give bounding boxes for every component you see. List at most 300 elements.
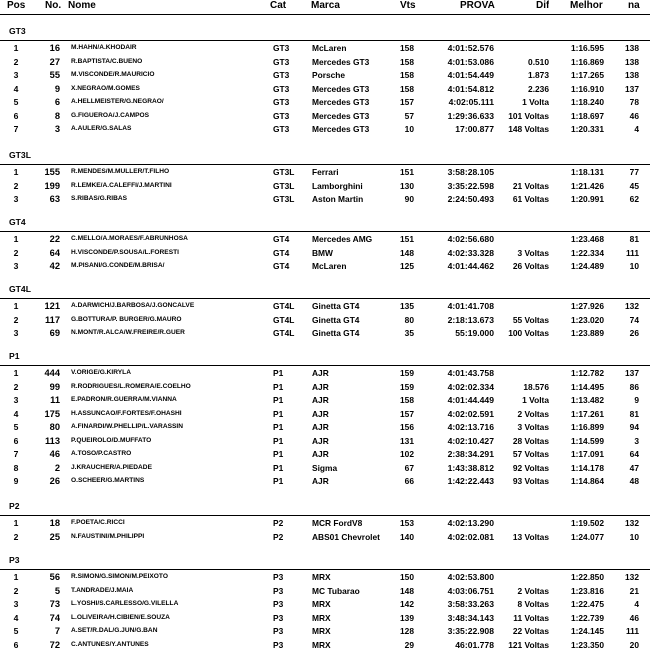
table-row	[0, 572, 650, 585]
cell-na: 4	[634, 124, 639, 134]
cell-dif: 22 Voltas	[512, 626, 549, 636]
cell-prova: 3:58:33.263	[447, 599, 494, 609]
cell-na: 94	[629, 422, 639, 432]
cell-prova: 3:35:22.598	[447, 180, 494, 191]
cell-prova: 4:01:43.758	[447, 368, 494, 378]
cell-marca: Ginetta GT4	[312, 328, 360, 338]
cell-vts: 125	[400, 261, 414, 271]
cell-vts: 148	[400, 585, 414, 596]
cell-no: 16	[49, 43, 60, 53]
cell-prova: 4:03:06.751	[447, 585, 494, 596]
cell-na: 3	[634, 435, 639, 446]
cell-dif: 21 Voltas	[512, 180, 549, 191]
cell-name: A.FINARDI/W.PHELLIP/L.VARASSIN	[71, 423, 183, 430]
cell-pos: 1	[13, 43, 19, 53]
cell-no: 11	[50, 395, 60, 405]
table-row	[0, 409, 650, 422]
cell-vts: 153	[400, 518, 414, 528]
section-title: P3	[9, 555, 20, 565]
cell-cat: P1	[273, 368, 284, 378]
cell-pos: 5	[13, 422, 19, 432]
cell-cat: GT4	[273, 247, 290, 258]
cell-vts: 158	[400, 56, 414, 67]
cell-no: 2	[54, 462, 60, 473]
cell-no: 69	[49, 328, 60, 338]
section-title: GT3	[9, 26, 26, 36]
cell-no: 74	[49, 612, 60, 623]
cell-pos: 1	[13, 234, 19, 244]
cell-dif: 28 Voltas	[512, 435, 549, 446]
cell-vts: 131	[400, 435, 414, 446]
cell-pos: 6	[13, 639, 19, 650]
cell-pos: 1	[13, 518, 19, 528]
cell-prova: 4:02:33.328	[447, 247, 494, 258]
cell-name: N.FAUSTINI/M.PHILIPPI	[71, 532, 145, 540]
cell-marca: AJR	[312, 449, 329, 459]
cell-dif: 26 Voltas	[512, 261, 549, 271]
cell-vts: 90	[404, 194, 414, 204]
cell-melhor: 1:19.502	[570, 518, 604, 528]
cell-pos: 4	[13, 408, 19, 419]
cell-melhor: 1:23.468	[570, 234, 604, 244]
cell-name: H.ASSUNCAO/F.FORTES/F.OHASHI	[71, 409, 182, 417]
cell-dif: 55 Voltas	[512, 314, 549, 325]
cell-melhor: 1:23.350	[570, 639, 604, 650]
cell-melhor: 1:16.899	[570, 422, 604, 432]
cell-marca: BMW	[312, 247, 333, 258]
cell-no: 117	[45, 314, 60, 325]
cell-melhor: 1:23.889	[570, 328, 604, 338]
cell-name: R.MENDES/M.MULLER/T.FILHO	[71, 168, 170, 175]
header-cat: Cat	[270, 0, 287, 11]
cell-melhor: 1:22.850	[570, 572, 604, 582]
cell-marca: Mercedes AMG	[312, 234, 373, 244]
cell-prova: 55:19.000	[455, 328, 494, 338]
cell-melhor: 1:20.331	[570, 124, 604, 134]
cell-vts: 57	[404, 110, 414, 121]
cell-marca: AJR	[312, 381, 329, 392]
cell-name: M.VISCONDE/R.MAURICIO	[71, 71, 155, 78]
cell-melhor: 1:23.020	[570, 314, 604, 325]
cell-prova: 4:01:44.449	[447, 395, 494, 405]
cell-na: 26	[629, 328, 639, 338]
cell-dif: 92 Voltas	[512, 462, 549, 473]
cell-dif: 100 Voltas	[508, 328, 549, 338]
cell-pos: 3	[13, 194, 19, 204]
cell-name: J.KRAUCHER/A.PIEDADE	[71, 463, 152, 471]
cell-pos: 4	[13, 83, 19, 94]
cell-prova: 4:02:02.591	[447, 408, 494, 419]
table-row	[0, 84, 650, 97]
cell-melhor: 1:14.495	[570, 381, 604, 392]
cell-na: 137	[625, 83, 639, 94]
header-dif: Dif	[536, 0, 550, 11]
cell-pos: 4	[13, 612, 19, 623]
cell-vts: 139	[400, 612, 414, 623]
cell-name: A.TOSO/P.CASTRO	[71, 450, 132, 457]
cell-marca: MRX	[312, 599, 331, 609]
cell-cat: GT3L	[273, 194, 295, 204]
cell-no: 42	[49, 261, 60, 271]
table-row	[0, 395, 650, 408]
table-row	[0, 518, 650, 531]
cell-dif: 3 Voltas	[517, 247, 549, 258]
cell-pos: 3	[13, 261, 19, 271]
cell-vts: 158	[400, 395, 414, 405]
cell-melhor: 1:24.077	[570, 531, 604, 542]
section-title: GT3L	[9, 150, 31, 160]
table-row	[0, 194, 650, 207]
cell-cat: P1	[273, 435, 284, 446]
cell-prova: 4:01:54.449	[447, 70, 494, 80]
cell-no: 46	[49, 449, 60, 459]
cell-marca: Ferrari	[312, 167, 339, 177]
cell-cat: P3	[273, 572, 284, 582]
cell-pos: 7	[13, 124, 19, 134]
cell-prova: 1:42:22.443	[447, 476, 494, 486]
cell-name: A.HELLMEISTER/G.NEGRAO/	[71, 98, 164, 105]
cell-cat: GT3	[273, 110, 290, 121]
cell-cat: P3	[273, 599, 284, 609]
cell-na: 132	[625, 301, 639, 311]
cell-dif: 2 Voltas	[517, 408, 549, 419]
cell-melhor: 1:24.145	[570, 626, 604, 636]
cell-marca: Sigma	[312, 462, 338, 473]
cell-vts: 29	[404, 639, 414, 650]
cell-na: 62	[629, 194, 639, 204]
cell-name: M.HAHN/A.KHODAIR	[71, 44, 137, 51]
cell-pos: 2	[13, 180, 19, 191]
table-row	[0, 626, 650, 639]
table-row	[0, 124, 650, 137]
table-row	[0, 586, 650, 599]
cell-na: 9	[634, 395, 639, 405]
cell-no: 9	[54, 83, 60, 94]
cell-marca: Porsche	[312, 70, 346, 80]
cell-na: 77	[629, 167, 639, 177]
cell-dif: 3 Voltas	[517, 422, 549, 432]
cell-no: 22	[49, 234, 60, 244]
cell-vts: 158	[400, 70, 414, 80]
cell-melhor: 1:27.926	[570, 301, 604, 311]
cell-dif: 93 Voltas	[512, 476, 549, 486]
cell-cat: GT4	[273, 234, 290, 244]
cell-na: 138	[625, 70, 639, 80]
cell-na: 46	[629, 110, 639, 121]
cell-name: O.SCHEER/G.MARTINS	[71, 477, 145, 484]
cell-prova: 4:01:53.086	[447, 56, 494, 67]
cell-dif: 57 Voltas	[512, 449, 549, 459]
cell-cat: P3	[273, 626, 284, 636]
cell-prova: 4:02:02.334	[447, 381, 494, 392]
cell-marca: McLaren	[312, 43, 347, 53]
cell-dif: 1 Volta	[522, 395, 549, 405]
cell-na: 137	[625, 368, 639, 378]
cell-name: L.OLIVEIRA/H.CIBIEN/E.SOUZA	[71, 613, 170, 621]
cell-dif: 8 Voltas	[517, 599, 549, 609]
cell-no: 25	[49, 531, 60, 542]
cell-vts: 158	[400, 83, 414, 94]
cell-name: F.POETA/C.RICCI	[71, 519, 125, 526]
header-na: na	[628, 0, 640, 11]
cell-prova: 3:58:28.105	[447, 167, 494, 177]
table-row	[0, 57, 650, 70]
cell-no: 5	[54, 585, 60, 596]
cell-no: 72	[49, 639, 60, 650]
cell-melhor: 1:16.595	[570, 43, 604, 53]
cell-marca: AJR	[312, 395, 329, 405]
cell-vts: 150	[400, 572, 414, 582]
cell-name: R.BAPTISTA/C.BUENO	[71, 57, 143, 65]
cell-marca: MCR FordV8	[312, 518, 363, 528]
cell-pos: 3	[13, 70, 19, 80]
cell-melhor: 1:17.265	[570, 70, 604, 80]
cell-na: 81	[629, 408, 639, 419]
table-row	[0, 43, 650, 56]
table-row	[0, 167, 650, 180]
header-divider	[0, 14, 650, 15]
cell-no: 199	[44, 180, 60, 191]
cell-dif: 0.510	[528, 56, 549, 67]
cell-marca: AJR	[312, 435, 329, 446]
cell-melhor: 1:14.599	[570, 435, 604, 446]
cell-prova: 1:29:36.633	[447, 110, 494, 121]
cell-cat: P3	[273, 585, 284, 596]
table-row	[0, 532, 650, 545]
cell-na: 138	[625, 56, 639, 67]
cell-na: 132	[625, 518, 639, 528]
section-divider	[0, 164, 650, 165]
cell-na: 20	[629, 639, 639, 650]
cell-na: 81	[629, 234, 639, 244]
cell-cat: P3	[273, 639, 284, 650]
cell-cat: GT4L	[273, 314, 295, 325]
cell-no: 56	[49, 572, 60, 582]
cell-prova: 4:02:02.081	[447, 531, 494, 542]
cell-cat: P1	[273, 476, 284, 486]
cell-no: 8	[54, 110, 60, 121]
cell-marca: Mercedes GT3	[312, 83, 370, 94]
cell-marca: AJR	[312, 476, 329, 486]
cell-name: V.ORIGE/G.KIRYLA	[71, 369, 131, 376]
cell-melhor: 1:12.782	[570, 368, 604, 378]
cell-name: A.SET/R.DAL/G.JUN/G.BAN	[71, 627, 158, 634]
header-prova: PROVA	[460, 0, 495, 11]
cell-marca: Mercedes GT3	[312, 97, 370, 107]
section-divider	[0, 569, 650, 570]
cell-melhor: 1:21.426	[570, 180, 604, 191]
cell-name: H.VISCONDE/P.SOUSA/L.FORESTI	[71, 248, 179, 256]
cell-vts: 156	[400, 422, 414, 432]
cell-na: 132	[625, 572, 639, 582]
cell-pos: 3	[13, 328, 19, 338]
cell-na: 138	[625, 43, 639, 53]
cell-na: 48	[629, 476, 639, 486]
table-row	[0, 640, 650, 653]
cell-prova: 46:01.778	[455, 639, 494, 650]
cell-dif: 1 Volta	[522, 97, 549, 107]
cell-melhor: 1:18.697	[570, 110, 604, 121]
table-row	[0, 234, 650, 247]
cell-melhor: 1:16.869	[570, 56, 604, 67]
cell-name: M.PISANI/G.CONDE/M.BRISA/	[71, 262, 165, 269]
table-row	[0, 111, 650, 124]
table-row	[0, 449, 650, 462]
cell-vts: 10	[404, 124, 414, 134]
cell-na: 4	[634, 599, 639, 609]
section-divider	[0, 365, 650, 366]
header-melhor: Melhor	[570, 0, 603, 11]
section-divider	[0, 298, 650, 299]
cell-pos: 6	[13, 435, 19, 446]
cell-dif: 148 Voltas	[508, 124, 549, 134]
cell-no: 18	[49, 518, 60, 528]
cell-name: G.FIGUEROA/J.CAMPOS	[71, 111, 150, 119]
cell-prova: 4:02:56.680	[447, 234, 494, 244]
cell-vts: 102	[400, 449, 414, 459]
cell-pos: 2	[13, 314, 19, 325]
cell-vts: 157	[400, 408, 414, 419]
cell-no: 27	[49, 56, 60, 67]
cell-vts: 148	[400, 247, 414, 258]
cell-pos: 1	[13, 368, 19, 378]
cell-no: 64	[49, 247, 60, 258]
cell-pos: 9	[13, 476, 19, 486]
cell-name: X.NEGRAO/M.GOMES	[71, 84, 140, 92]
section-divider	[0, 231, 650, 232]
cell-cat: GT4	[273, 261, 290, 271]
cell-melhor: 1:20.991	[570, 194, 604, 204]
cell-dif: 18.576	[523, 381, 549, 392]
table-row	[0, 248, 650, 261]
cell-melhor: 1:23.816	[570, 585, 604, 596]
cell-dif: 2.236	[528, 83, 549, 94]
cell-name: A.AULER/G.SALAS	[71, 125, 132, 132]
cell-na: 74	[629, 314, 639, 325]
cell-cat: GT3	[273, 124, 290, 134]
table-row	[0, 261, 650, 274]
table-row	[0, 422, 650, 435]
cell-melhor: 1:24.489	[570, 261, 604, 271]
cell-prova: 3:48:34.143	[447, 612, 494, 623]
cell-melhor: 1:14.864	[570, 476, 604, 486]
cell-no: 6	[54, 97, 60, 107]
cell-marca: Lamborghini	[312, 180, 363, 191]
cell-name: N.MONT/R.ALCA/W.FREIRE/R.GUER	[71, 329, 185, 336]
table-row	[0, 476, 650, 489]
cell-dif: 2 Voltas	[517, 585, 549, 596]
cell-vts: 135	[400, 301, 414, 311]
cell-pos: 3	[13, 599, 19, 609]
cell-marca: ABS01 Chevrolet	[312, 531, 380, 542]
cell-dif: 61 Voltas	[512, 194, 549, 204]
cell-marca: MRX	[312, 572, 331, 582]
table-row	[0, 301, 650, 314]
cell-no: 63	[49, 194, 60, 204]
section-divider	[0, 40, 650, 41]
cell-pos: 8	[13, 462, 19, 473]
table-row	[0, 368, 650, 381]
cell-vts: 151	[400, 167, 414, 177]
column-header-row	[0, 0, 650, 13]
cell-pos: 2	[13, 247, 19, 258]
cell-name: E.PADRON/R.GUERRA/M.VIANNA	[71, 396, 177, 403]
table-row	[0, 70, 650, 83]
cell-pos: 5	[13, 97, 19, 107]
cell-dif: 1.873	[528, 70, 549, 80]
cell-cat: GT3	[273, 97, 290, 107]
cell-vts: 159	[400, 368, 414, 378]
table-row	[0, 599, 650, 612]
cell-vts: 157	[400, 97, 414, 107]
cell-marca: MC Tubarao	[312, 585, 360, 596]
cell-prova: 4:01:41.708	[447, 301, 494, 311]
cell-vts: 80	[404, 314, 414, 325]
cell-marca: AJR	[312, 408, 329, 419]
table-row	[0, 382, 650, 395]
cell-prova: 4:01:54.812	[447, 83, 494, 94]
cell-cat: P3	[273, 612, 284, 623]
cell-pos: 2	[13, 531, 19, 542]
cell-cat: P2	[273, 518, 284, 528]
cell-melhor: 1:14.178	[570, 462, 604, 473]
cell-no: 7	[54, 626, 60, 636]
cell-vts: 142	[400, 599, 414, 609]
cell-no: 73	[49, 599, 60, 609]
cell-melhor: 1:18.240	[570, 97, 604, 107]
cell-melhor: 1:13.482	[570, 395, 604, 405]
section-title: P2	[9, 501, 20, 511]
cell-name: L.YOSHI/S.CARLESSO/G.VILELLA	[71, 600, 179, 607]
cell-no: 99	[49, 381, 60, 392]
cell-prova: 1:43:38.812	[447, 462, 494, 473]
cell-cat: P1	[273, 381, 284, 392]
cell-prova: 4:02:13.716	[447, 422, 494, 432]
section-title: GT4L	[9, 284, 31, 294]
cell-melhor: 1:22.334	[570, 247, 604, 258]
header-marca: Marca	[311, 0, 340, 11]
cell-prova: 4:02:53.800	[447, 572, 494, 582]
cell-no: 121	[44, 301, 60, 311]
cell-na: 45	[629, 180, 639, 191]
header-no: No.	[45, 0, 62, 11]
cell-dif: 13 Voltas	[512, 531, 549, 542]
cell-vts: 128	[400, 626, 414, 636]
cell-cat: P1	[273, 449, 284, 459]
cell-pos: 1	[13, 301, 19, 311]
cell-name: R.RODRIGUES/L.ROMERA/E.COELHO	[71, 382, 191, 390]
cell-cat: P2	[273, 531, 284, 542]
cell-pos: 6	[13, 110, 19, 121]
cell-marca: AJR	[312, 422, 329, 432]
header-name: Nome	[68, 0, 96, 11]
cell-cat: GT4L	[273, 301, 295, 311]
table-row	[0, 436, 650, 449]
cell-marca: McLaren	[312, 261, 347, 271]
cell-na: 111	[625, 626, 639, 636]
cell-name: C.ANTUNES/Y.ANTUNES	[71, 640, 149, 648]
cell-pos: 3	[13, 395, 19, 405]
cell-no: 80	[49, 422, 60, 432]
cell-vts: 151	[400, 234, 414, 244]
cell-marca: AJR	[312, 368, 329, 378]
cell-cat: P1	[273, 462, 284, 473]
cell-na: 86	[629, 381, 639, 392]
cell-prova: 4:02:05.111	[448, 97, 494, 107]
cell-pos: 2	[13, 56, 19, 67]
cell-name: R.SIMON/G.SIMON/M.PEIXOTO	[71, 573, 168, 580]
cell-prova: 2:38:34.291	[447, 449, 494, 459]
